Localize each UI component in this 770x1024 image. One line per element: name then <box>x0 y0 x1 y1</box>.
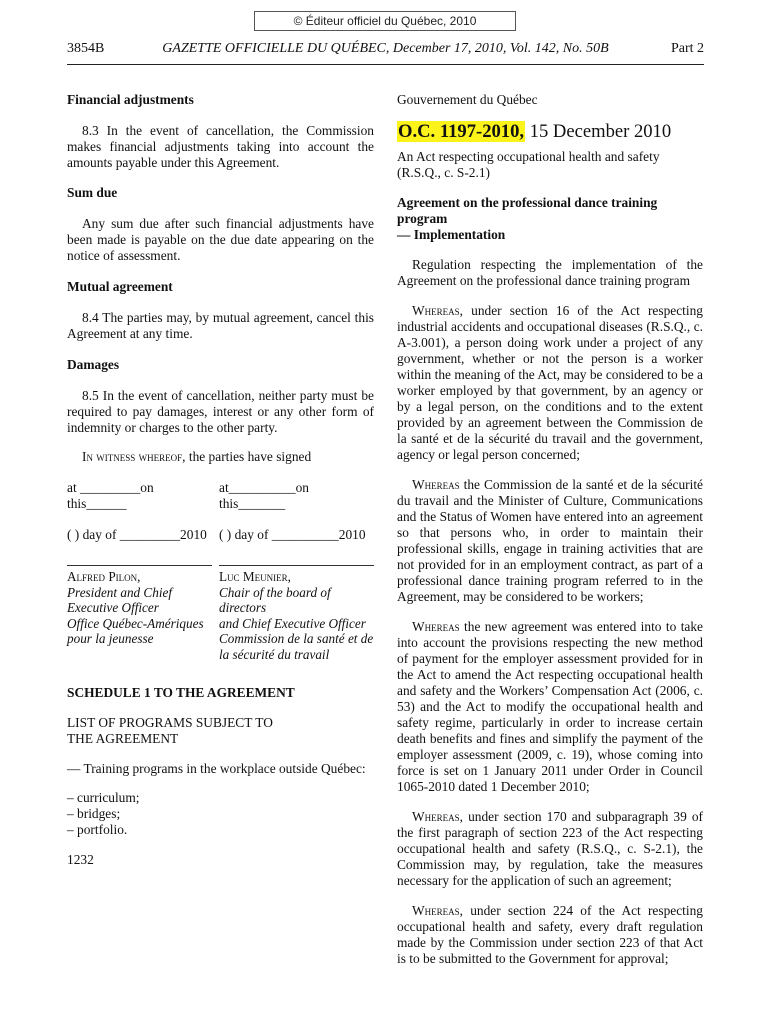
signatory-2-name: Luc Meunier, <box>219 569 291 584</box>
signature-date-row <box>67 527 374 543</box>
list-item: – curriculum; <box>67 789 140 805</box>
regulation-title: Regulation respecting the implementation of the Agreement on the professional dance training program <box>397 257 703 288</box>
signatory-1-name: Alfred Pilon, <box>67 569 141 584</box>
order-in-council-title <box>397 121 703 143</box>
witness-clause: In witness whereof, the parties have signed <box>82 449 312 464</box>
signatory-1-title: President and Chief <box>67 584 172 600</box>
sign-date-2: ( ) day of __________2010 <box>219 527 366 542</box>
order-number: O.C. 1197-2010, <box>398 121 525 142</box>
heading-damages: Damages <box>67 357 120 372</box>
list-item: – portfolio. <box>67 821 128 837</box>
gazette-title: GAZETTE OFFICIELLE DU QUÉBEC, December 17, 2010, Vol. 142, No. 50B <box>162 41 609 56</box>
signature-line <box>67 565 212 566</box>
signatory-2-title: and Chief Executive Officer <box>219 615 366 631</box>
page-header <box>67 39 704 61</box>
whereas-paragraph: Whereas, under section 16 of the Act respecting industrial accidents and occupational diseases (R.S.Q., c. A-3.001), a person doing work under a project of any government, whether or not the person is a worker within the meaning of the Act, may be considered to be a worker employed by that government, by an agency or by a legal person, on the conditions and to the extent provided by an agreement between the Commission de la santé et de la sécurité du travail and the government, agency or legal person concerned; <box>397 303 703 462</box>
training-programs-line: — Training programs in the workplace outside Québec: <box>67 760 366 776</box>
signature-place-row <box>67 480 374 512</box>
signatory-2-organization: Commission de la santé et de <box>219 631 374 647</box>
agreement-title: Agreement on the professional dance training program — Implementation <box>397 195 658 242</box>
signature-line <box>219 565 374 566</box>
signatory-1-title: Executive Officer <box>67 600 159 616</box>
signatory-2 <box>219 565 374 663</box>
sign-place-2: at__________on this_______ <box>219 480 310 511</box>
list-item: – bridges; <box>67 805 121 821</box>
heading-sum-due: Sum due <box>67 185 118 200</box>
signatory-2-organization: la sécurité du travail <box>219 646 330 662</box>
paragraph-8-3: 8.3 In the event of cancellation, the Commission makes financial adjustments taking into account the amounts payable under this Agreement. <box>67 123 374 170</box>
schedule-title: SCHEDULE 1 TO THE AGREEMENT <box>67 684 295 700</box>
document-number: 1232 <box>67 851 94 867</box>
page-number: 3854B <box>67 41 105 56</box>
signatory-1-organization: pour la jeunesse <box>67 631 154 647</box>
sign-date-1: ( ) day of _________2010 <box>67 527 207 542</box>
heading-mutual-agreement: Mutual agreement <box>67 279 173 294</box>
list-title: LIST OF PROGRAMS SUBJECT TO THE AGREEMENT <box>67 714 273 746</box>
whereas-paragraph: Whereas the new agreement was entered into to take into account the provisions respecting the new method of payment for the employer assessment provided for in the Act to amend the Act respecting occupational health and safety and the Workers’ Compensation Act (2006, c. 53) and the Act to modify the occupational health and safety regime, particularly in order to increase certain death benefits and fines and simplify the payment of the employer assessment (2009, c. 19), whose coming into force is set on 1 January 2011 under Order in Council 1065-2010 dated 1 December 2010; <box>397 619 703 794</box>
right-column <box>397 92 703 967</box>
act-title: An Act respecting occupational health and safety (R.S.Q., c. S-2.1) <box>397 149 660 180</box>
paragraph-8-4: 8.4 The parties may, by mutual agreement, cancel this Agreement at any time. <box>67 310 374 341</box>
whereas-paragraph: Whereas the Commission de la santé et de la sécurité du travail and the Minister of Culture, Communications and the Status of Women have entered into an agreement so that persons who, in order to maintain their professional skills, engage in training activities that are not provided for in an employment contract, as part of a professional dance training program referred to in the Agreement, may be considered to be workers; <box>397 477 703 604</box>
left-column <box>67 92 374 868</box>
heading-financial-adjustments: Financial adjustments <box>67 92 194 107</box>
copyright-banner: © Éditeur officiel du Québec, 2010 <box>254 11 516 31</box>
signature-block <box>67 565 374 663</box>
order-date: 15 December 2010 <box>525 121 672 142</box>
part-label: Part 2 <box>670 41 704 56</box>
signatory-1 <box>67 565 212 663</box>
whereas-paragraph: Whereas, under section 224 of the Act respecting occupational health and safety, every draft regulation made by the Commission under section 223 of that Act is to be submitted to the Government for approval; <box>397 903 703 966</box>
whereas-paragraph: Whereas, under section 170 and subparagraph 39 of the first paragraph of section 223 of the Act respecting occupational health and safety (R.S.Q., c. S-2.1), the Commission may, by regulation, take the measures necessary for the application of such an agreement; <box>397 809 703 888</box>
signatory-2-title: Chair of the board of directors <box>219 584 331 616</box>
program-list <box>67 790 374 838</box>
paragraph-sum-due: Any sum due after such financial adjustments have been made is payable on the due date appearing on the notice of assessment. <box>67 216 374 263</box>
paragraph-8-5: 8.5 In the event of cancellation, neither party must be required to pay damages, interest or any other form of indemnity or charges to the other party. <box>67 388 374 435</box>
header-rule <box>67 64 704 65</box>
signatory-1-organization: Office Québec-Amériques <box>67 615 204 631</box>
sign-place-1: at _________on this______ <box>67 480 154 511</box>
government-label: Gouvernement du Québec <box>397 92 538 107</box>
